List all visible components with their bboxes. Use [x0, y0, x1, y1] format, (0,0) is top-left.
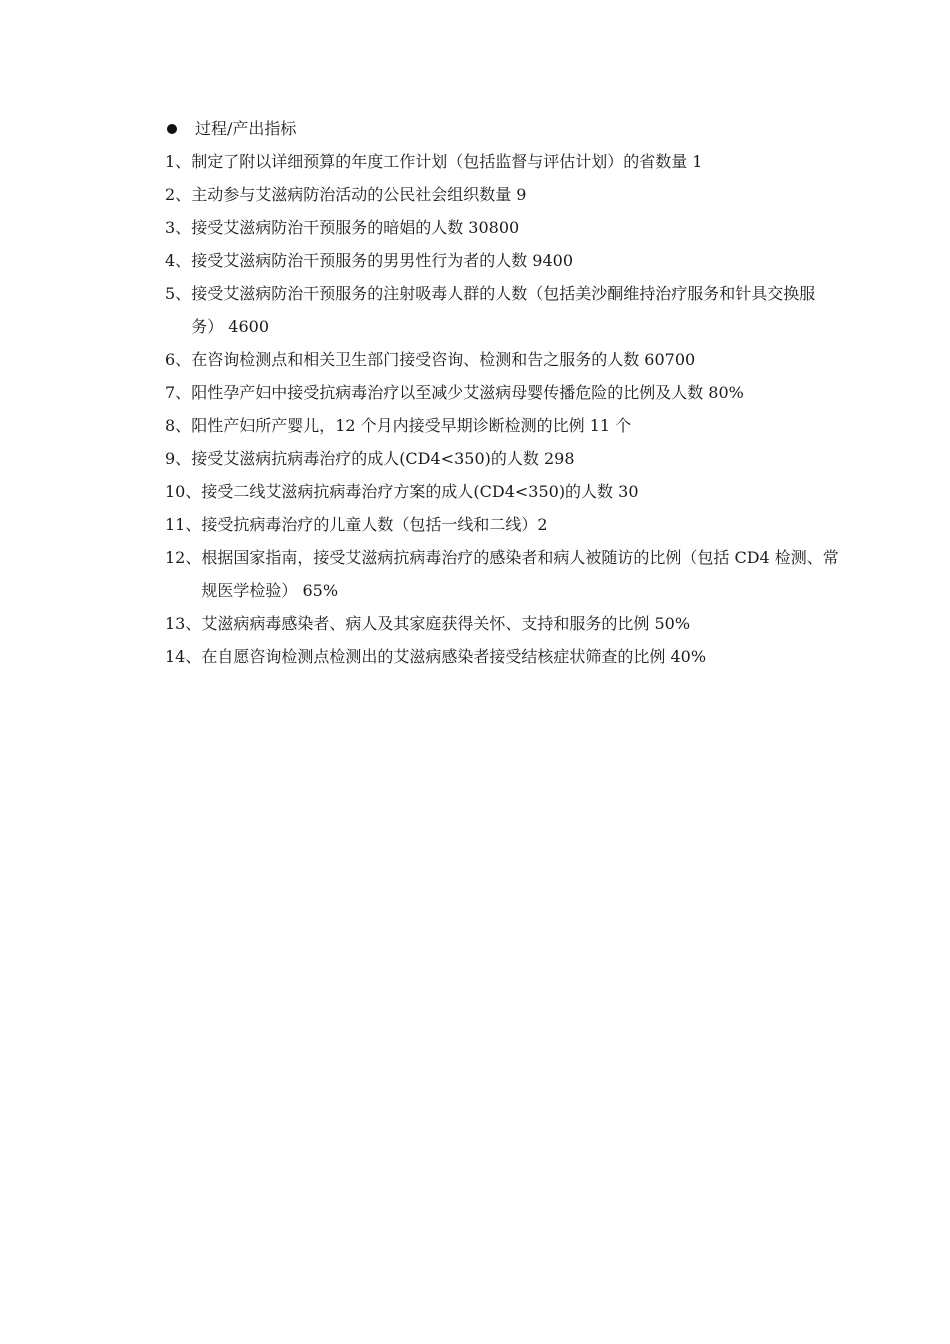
section-heading — [165, 112, 845, 145]
item-number: 10、 — [165, 482, 202, 501]
list-item — [165, 244, 845, 277]
item-number: 5、 — [165, 284, 192, 303]
item-text: 接受二线艾滋病抗病毒治疗方案的成人(CD4<350)的人数 30 — [201, 482, 639, 501]
item-text: 接受艾滋病抗病毒治疗的成人(CD4<350)的人数 298 — [191, 449, 575, 468]
item-number: 12、 — [165, 548, 202, 567]
item-text: 接受艾滋病防治干预服务的注射吸毒人群的人数（包括美沙酮维持治疗服务和针具交换服务） 4600 — [191, 284, 816, 336]
item-text: 阳性孕产妇中接受抗病毒治疗以至减少艾滋病母婴传播危险的比例及人数 80% — [191, 383, 744, 402]
item-number: 3、 — [165, 218, 192, 237]
list-item — [165, 508, 845, 541]
item-number: 13、 — [165, 614, 202, 633]
item-number: 9、 — [165, 449, 192, 468]
list-item — [165, 376, 845, 409]
list-item — [165, 277, 845, 343]
item-text: 根据国家指南，接受艾滋病抗病毒治疗的感染者和病人被随访的比例（包括 CD4 检测、常规医学检验） 65% — [201, 548, 839, 600]
item-text: 接受艾滋病防治干预服务的暗娼的人数 30800 — [191, 218, 520, 237]
indicator-list — [165, 145, 845, 673]
list-item — [165, 640, 845, 673]
item-text: 阳性产妇所产婴儿，12 个月内接受早期诊断检测的比例 11 个 — [191, 416, 632, 435]
item-number: 6、 — [165, 350, 192, 369]
item-number: 1、 — [165, 152, 192, 171]
item-text: 制定了附以详细预算的年度工作计划（包括监督与评估计划）的省数量 1 — [191, 152, 703, 171]
item-text: 接受艾滋病防治干预服务的男男性行为者的人数 9400 — [191, 251, 573, 270]
item-number: 11、 — [165, 515, 202, 534]
item-number: 2、 — [165, 185, 192, 204]
item-number: 14、 — [165, 647, 202, 666]
section-heading-text: 过程/产出指标 — [195, 119, 297, 138]
item-text: 主动参与艾滋病防治活动的公民社会组织数量 9 — [191, 185, 527, 204]
item-text: 艾滋病病毒感染者、病人及其家庭获得关怀、支持和服务的比例 50% — [201, 614, 691, 633]
item-number: 8、 — [165, 416, 192, 435]
list-item — [165, 409, 845, 442]
list-item — [165, 343, 845, 376]
list-item — [165, 211, 845, 244]
item-text: 接受抗病毒治疗的儿童人数（包括一线和二线）2 — [201, 515, 548, 534]
list-item — [165, 607, 845, 640]
list-item — [165, 145, 845, 178]
bullet-icon — [167, 124, 177, 134]
list-item — [165, 442, 845, 475]
list-item — [165, 178, 845, 211]
item-number: 4、 — [165, 251, 192, 270]
item-text: 在咨询检测点和相关卫生部门接受咨询、检测和告之服务的人数 60700 — [191, 350, 696, 369]
item-number: 7、 — [165, 383, 192, 402]
list-item — [165, 541, 845, 607]
indicator-section — [165, 112, 845, 673]
list-item — [165, 475, 845, 508]
item-text: 在自愿咨询检测点检测出的艾滋病感染者接受结核症状筛查的比例 40% — [201, 647, 707, 666]
